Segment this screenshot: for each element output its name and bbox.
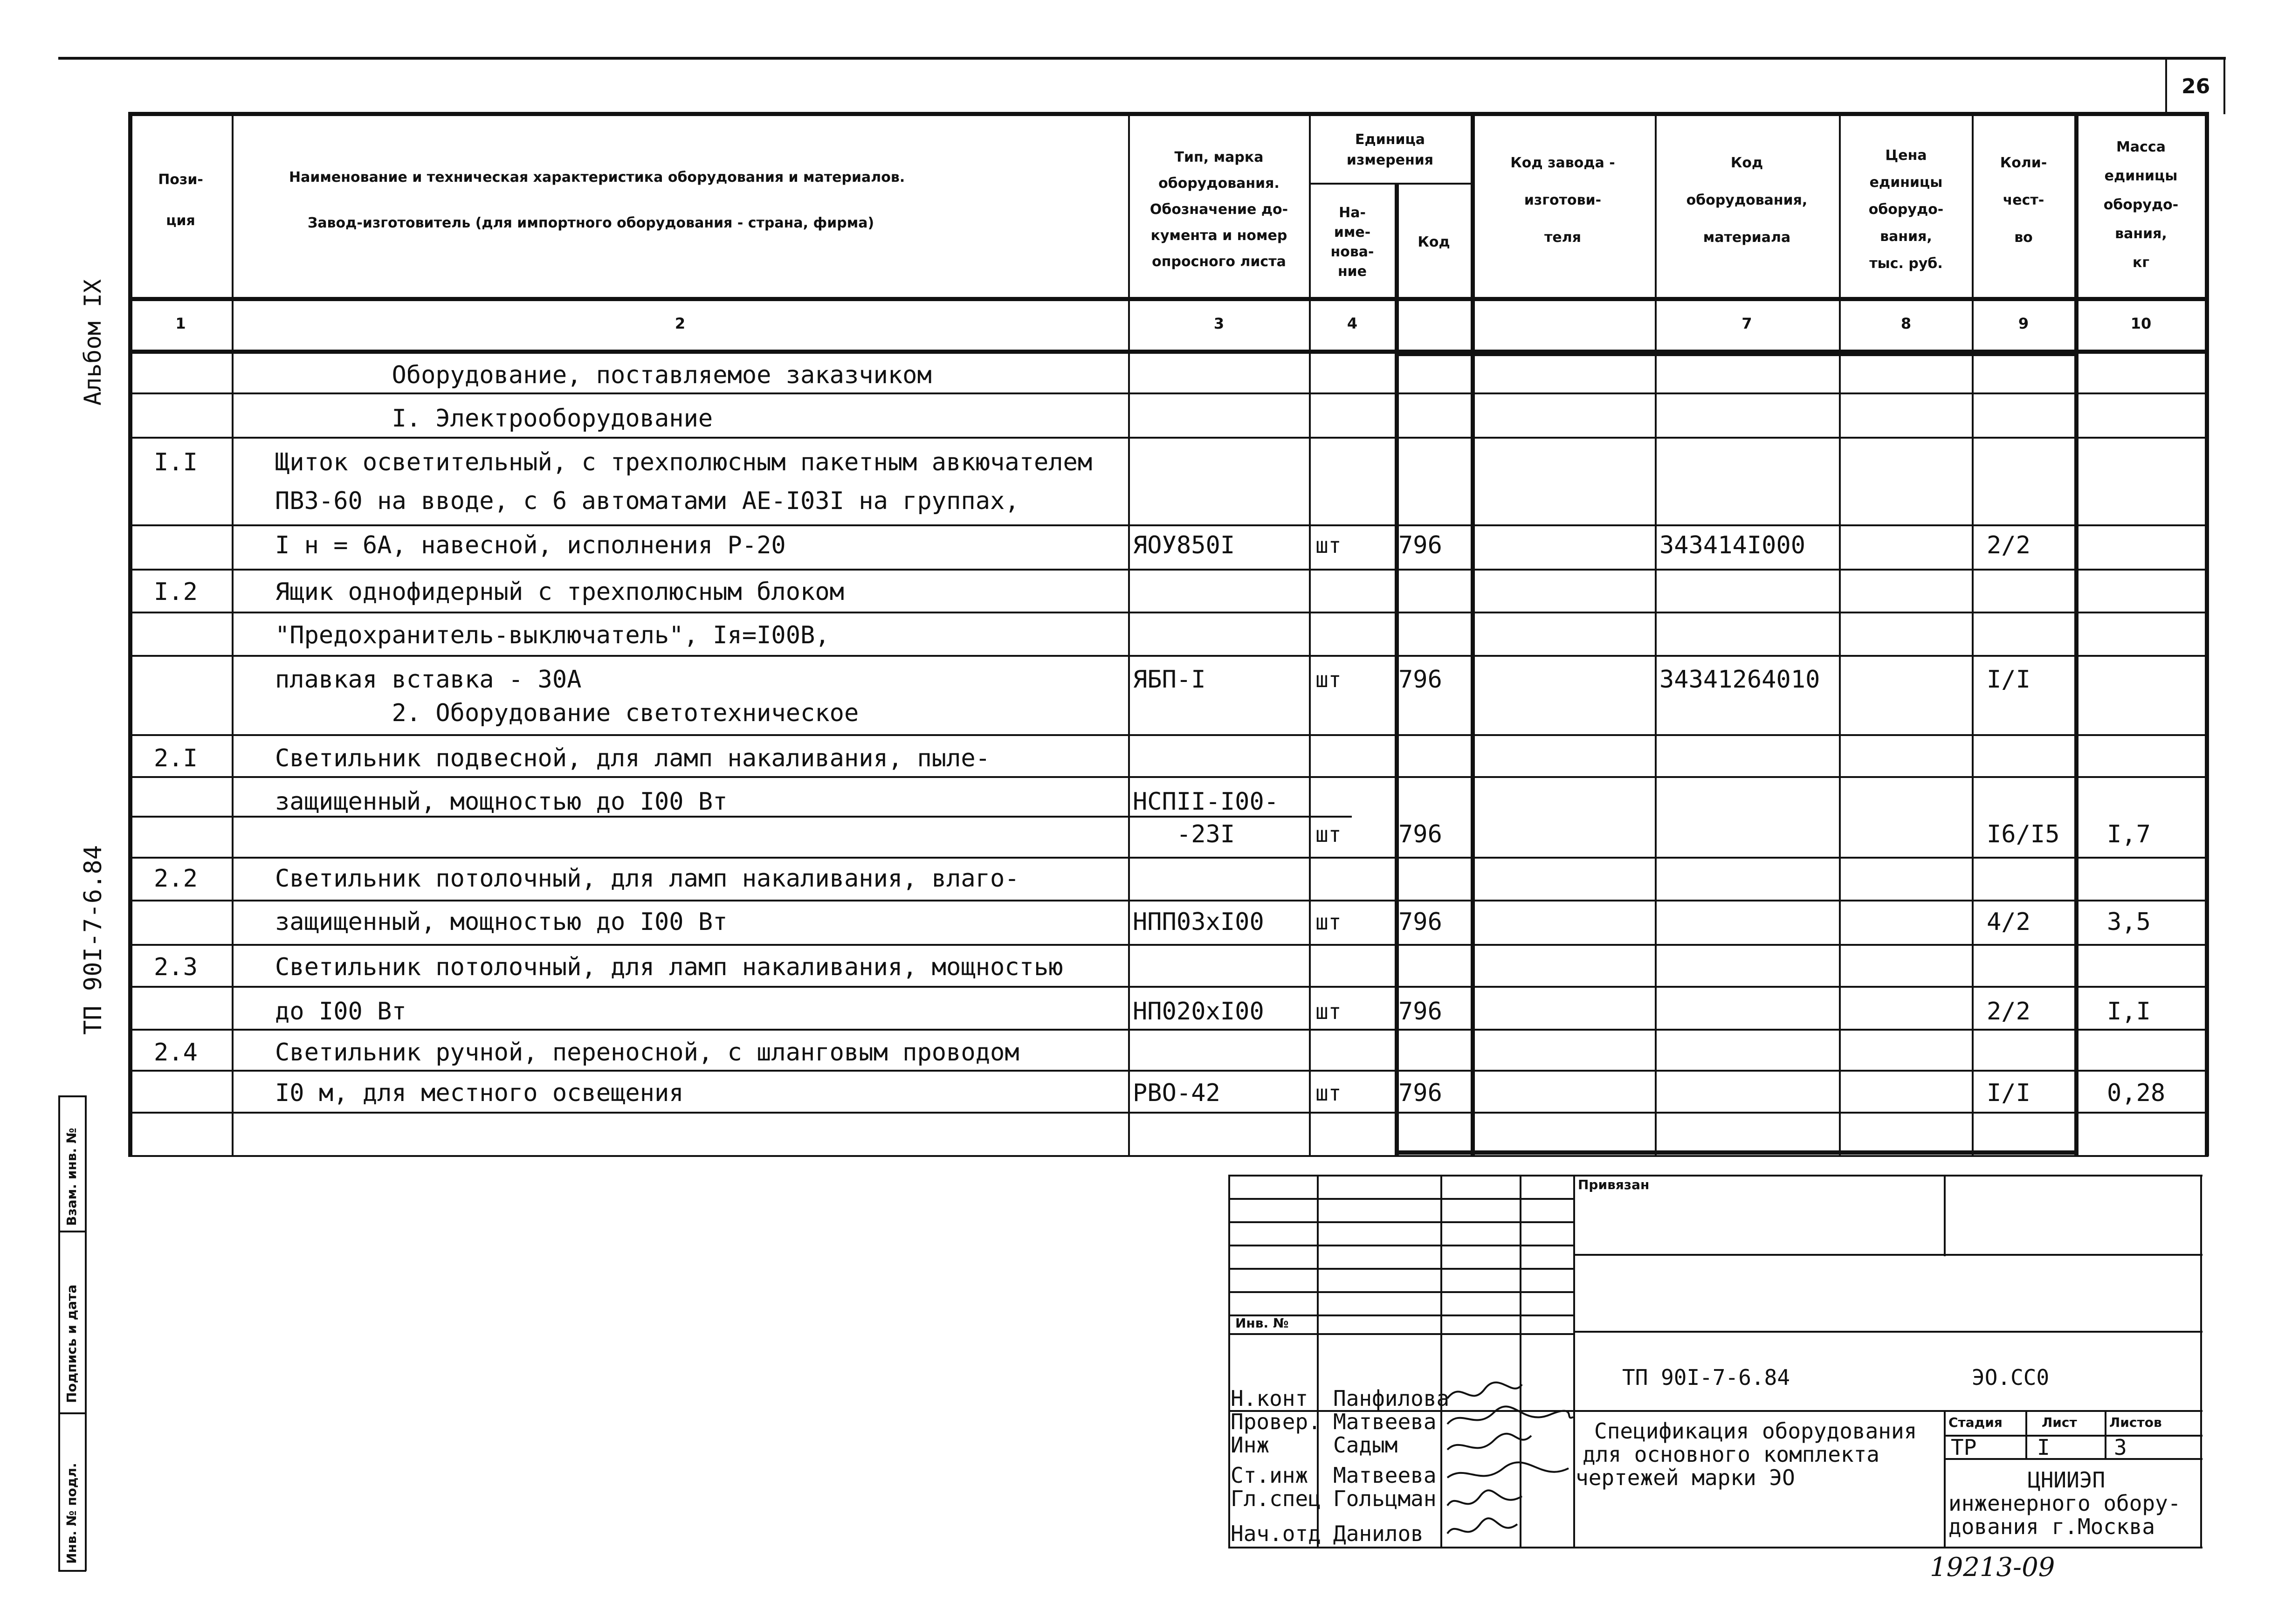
- cell-pos: 2.2: [154, 865, 198, 893]
- row-line: [128, 1029, 2209, 1031]
- signatures: [1443, 1380, 1578, 1548]
- role-4: Гл.спец: [1231, 1486, 1321, 1511]
- cell-name: Светильник потолочный, для ламп накаливания, влаго-: [275, 865, 1019, 893]
- row-line: [128, 655, 2209, 657]
- cell-unit: шт: [1315, 822, 1342, 847]
- cell-pos: 2.I: [154, 744, 198, 772]
- stage-value: ТР: [1951, 1435, 1977, 1460]
- cell-pos: I.I: [154, 448, 198, 476]
- stamp-doc-code: ТП 90I-7-6.84: [1622, 1365, 1790, 1390]
- hdr-unit: Единица измерения: [1346, 131, 1434, 168]
- cell-name: Светильник подвесной, для ламп накаливания, пыле-: [275, 744, 991, 772]
- stamp-v-right: [2200, 1175, 2202, 1548]
- colnum-4: 4: [1347, 315, 1358, 332]
- cell-qty: I/I: [1987, 1079, 2030, 1107]
- cell-unit: шт: [1315, 667, 1342, 692]
- cell-unit: шт: [1315, 533, 1342, 558]
- cell-name: "Предохранитель-выключатель", Iя=I00В,: [275, 621, 830, 649]
- colnum-2: 2: [674, 315, 686, 332]
- row-line: [128, 524, 232, 526]
- cell-qty: 4/2: [1987, 908, 2030, 936]
- cell-name: до I00 Вт: [275, 998, 406, 1025]
- row-line: [128, 986, 2209, 988]
- strip-inv-replace: Взам. инв. №: [64, 1128, 79, 1226]
- page-number-box-right: [2223, 58, 2225, 114]
- sheet-value: I: [2037, 1435, 2050, 1460]
- table-right-border: [2205, 112, 2209, 1156]
- cell-eqcode: 343414I000: [1659, 531, 1806, 559]
- stamp-h-stage2: [1944, 1458, 2202, 1460]
- cell-name: Щиток осветительный, с трехполюсным пакетным авкючателем: [275, 448, 1093, 476]
- person-3: Матвеева: [1333, 1463, 1437, 1488]
- cell-name: I0 м, для местного освещения: [275, 1079, 684, 1107]
- cell-type: НПП03хI00: [1133, 908, 1264, 936]
- row-line: [128, 734, 2209, 736]
- row-line: [128, 857, 2209, 859]
- stage-label: Стадия: [1948, 1415, 2003, 1430]
- stamp-bottom: [1228, 1547, 2202, 1548]
- row-line: [128, 437, 2209, 439]
- cell-mass: I,7: [2107, 820, 2151, 848]
- table-bottom-border: [128, 1155, 2209, 1157]
- stamp-h: [1228, 1198, 1573, 1200]
- hdr-name: Наименование и техническая характеристика оборудования и материалов. Завод-изготовитель (для импортного оборудования - страна, фирма): [289, 169, 905, 231]
- cell-code: 796: [1398, 1079, 1442, 1107]
- strip-inv-orig: Инв. № подл.: [64, 1463, 79, 1564]
- cell-name: I. Электрооборудование: [275, 405, 713, 433]
- header-bottom: [128, 297, 2209, 301]
- person-2: Садым: [1333, 1432, 1398, 1458]
- cell-name: Оборудование, поставляемое заказчиком: [275, 361, 932, 389]
- row-line: [128, 776, 2209, 778]
- row-line: [232, 524, 2209, 526]
- row-line: [128, 612, 2209, 613]
- cell-code: 796: [1398, 820, 1442, 848]
- sheets-label: Листов: [2109, 1415, 2162, 1430]
- cell-unit: шт: [1315, 999, 1342, 1024]
- cell-mass: I,I: [2107, 998, 2151, 1025]
- sheet-label: Лист: [2042, 1415, 2077, 1430]
- inv-no-label: Инв. №: [1235, 1315, 1289, 1331]
- cell-type: НП020хI00: [1133, 998, 1264, 1025]
- hdr-position: Пози- ция: [158, 172, 203, 229]
- col-sep-2: [1128, 112, 1130, 1156]
- person-1: Матвеева: [1333, 1409, 1437, 1434]
- person-4: Гольцман: [1333, 1486, 1437, 1511]
- role-5: Нач.отд: [1231, 1521, 1321, 1546]
- stamp-h: [1228, 1245, 1573, 1246]
- hdr-mass: Масса единицы оборудо- вания, кг: [2103, 139, 2179, 271]
- cell-name: Светильник ручной, переносной, с шланговым проводом: [275, 1039, 1019, 1067]
- stamp-title-3: чертежей марки ЭО: [1576, 1465, 1795, 1490]
- col-sep-6: [1655, 112, 1657, 1156]
- cell-qty: I/I: [1987, 666, 2030, 694]
- hdr-quantity: Коли- чест- во: [2000, 155, 2047, 246]
- col-sep-8: [1972, 112, 1974, 1156]
- stamp-h: [1228, 1333, 1573, 1335]
- stamp-title-1: Спецификация оборудования: [1594, 1418, 1917, 1444]
- cell-name: Ящик однофидерный с трехполюсным блоком: [275, 578, 844, 606]
- col-sep-5: [1471, 112, 1475, 1156]
- cell-name: ПВЗ-60 на вводе, с 6 автоматами АЕ-I03I на группах,: [275, 487, 1019, 515]
- table-top-border: [128, 112, 2209, 116]
- stamp-v-sheets: [2105, 1410, 2106, 1459]
- col-sep-7: [1839, 112, 1841, 1156]
- hdr-equipment-code: Код оборудования, материала: [1686, 155, 1808, 246]
- cell-type: ЯОУ850I: [1133, 531, 1235, 559]
- stamp-mark: ЭО.СС0: [1972, 1365, 2050, 1390]
- stamp-h: [1228, 1268, 1573, 1270]
- cell-qty: 2/2: [1987, 531, 2030, 559]
- stamp-v: [1228, 1175, 1230, 1548]
- strip-top: [58, 1095, 86, 1097]
- archive-number: 19213-09: [1930, 1552, 2055, 1583]
- colnum-9: 9: [2018, 315, 2029, 332]
- inner-box-top: [1395, 352, 2078, 356]
- stamp-v-org: [1944, 1410, 1946, 1548]
- strip-div2: [58, 1412, 86, 1414]
- cell-code: 796: [1398, 531, 1442, 559]
- cell-name: Светильник потолочный, для ламп накаливания, мощностью: [275, 953, 1063, 981]
- cell-unit: шт: [1315, 909, 1342, 935]
- hdr-unit-name: На- име- нова- ние: [1330, 205, 1374, 280]
- inner-box-bottom: [1395, 1150, 2078, 1155]
- strip-right: [85, 1095, 87, 1571]
- cell-name: защищенный, мощностью до I00 Вт: [275, 908, 728, 936]
- role-0: Н.конт: [1231, 1386, 1308, 1411]
- cell-code: 796: [1398, 666, 1442, 694]
- row-line: [128, 900, 2209, 901]
- strip-left: [58, 1095, 60, 1571]
- cell-code: 796: [1398, 908, 1442, 936]
- strip-div1: [58, 1231, 86, 1232]
- colnum-7: 7: [1741, 315, 1752, 332]
- page-number-box-left: [2165, 58, 2167, 114]
- cell-unit: шт: [1315, 1080, 1342, 1106]
- table-left-border: [128, 112, 132, 1156]
- cell-code: 796: [1398, 998, 1442, 1025]
- stamp-h-stage: [1944, 1435, 2202, 1437]
- org-line-1: ЦНИИЭП: [2028, 1467, 2106, 1493]
- colnum-3: 3: [1213, 315, 1225, 332]
- strip-sign-date: Подпись и дата: [64, 1284, 79, 1403]
- row-line: [128, 816, 1352, 818]
- stamp-top: [1228, 1175, 2202, 1177]
- cell-name: защищенный, мощностью до I00 Вт: [275, 788, 728, 816]
- person-0: Панфилова: [1333, 1386, 1450, 1411]
- top-rule: [58, 57, 2226, 60]
- side-doc-code: ТП 90I-7-6.84: [79, 845, 107, 1035]
- colnum-8: 8: [1900, 315, 1912, 332]
- hdr-price: Цена единицы оборудо- вания, тыс. руб.: [1868, 147, 1944, 272]
- cell-mass: 3,5: [2107, 908, 2151, 936]
- colnum-1: 1: [175, 315, 186, 332]
- cell-mass: 0,28: [2107, 1079, 2166, 1107]
- row-line: [128, 392, 2209, 394]
- row-line: [128, 1112, 2209, 1114]
- stamp-h-priv: [1573, 1254, 2202, 1256]
- unit-header-split: [1309, 183, 1471, 185]
- strip-bottom: [58, 1570, 86, 1572]
- role-2: Инж: [1231, 1432, 1270, 1458]
- cell-type: РВО-42: [1133, 1079, 1220, 1107]
- sheets-value: 3: [2114, 1435, 2127, 1460]
- stamp-v-sheet: [2025, 1410, 2027, 1459]
- stamp-v: [1440, 1175, 1442, 1548]
- page-number: 26: [2182, 75, 2210, 98]
- colnum-10: 10: [2130, 315, 2152, 332]
- album-label: Альбом IX: [79, 279, 106, 406]
- cell-eqcode: 34341264010: [1659, 666, 1820, 694]
- stamp-v-priv: [1944, 1175, 1946, 1256]
- cell-pos: I.2: [154, 578, 198, 606]
- cell-pos: 2.3: [154, 953, 198, 981]
- hdr-unit-code: Код: [1418, 234, 1450, 250]
- row-line: [128, 569, 2209, 571]
- cell-qty: 2/2: [1987, 998, 2030, 1025]
- cell-name: 2. Оборудование светотехническое: [275, 699, 859, 727]
- person-5: Данилов: [1333, 1521, 1424, 1546]
- stamp-h-code: [1573, 1331, 2202, 1333]
- cell-name: плавкая вставка - 30А: [275, 666, 582, 694]
- cell-name: I н = 6А, навесной, исполнения Р-20: [275, 531, 786, 559]
- org-line-2: инженерного обору-: [1948, 1491, 2181, 1516]
- cell-type: НСПII-I00-: [1133, 788, 1279, 816]
- row-line: [128, 944, 2209, 946]
- role-3: Ст.инж: [1231, 1463, 1308, 1488]
- hdr-factory-code: Код завода - изготови- теля: [1510, 155, 1615, 246]
- cell-type: ЯБП-I: [1133, 666, 1206, 694]
- col-sep-1: [232, 112, 234, 1156]
- hdr-type: Тип, марка оборудования. Обозначение до- кумента и номер опросного листа: [1149, 149, 1288, 270]
- stamp-h: [1228, 1291, 1573, 1293]
- cell-type: -23I: [1133, 820, 1235, 848]
- row-line: [128, 1070, 2209, 1072]
- stamp-title-2: для основного комплекта: [1583, 1442, 1879, 1467]
- cell-qty: I6/I5: [1987, 820, 2060, 848]
- role-1: Провер.: [1231, 1409, 1321, 1434]
- cell-pos: 2.4: [154, 1039, 198, 1067]
- org-line-3: дования г.Москва: [1948, 1514, 2155, 1539]
- stamp-h: [1228, 1221, 1573, 1223]
- privyazan-label: Привязан: [1578, 1177, 1650, 1192]
